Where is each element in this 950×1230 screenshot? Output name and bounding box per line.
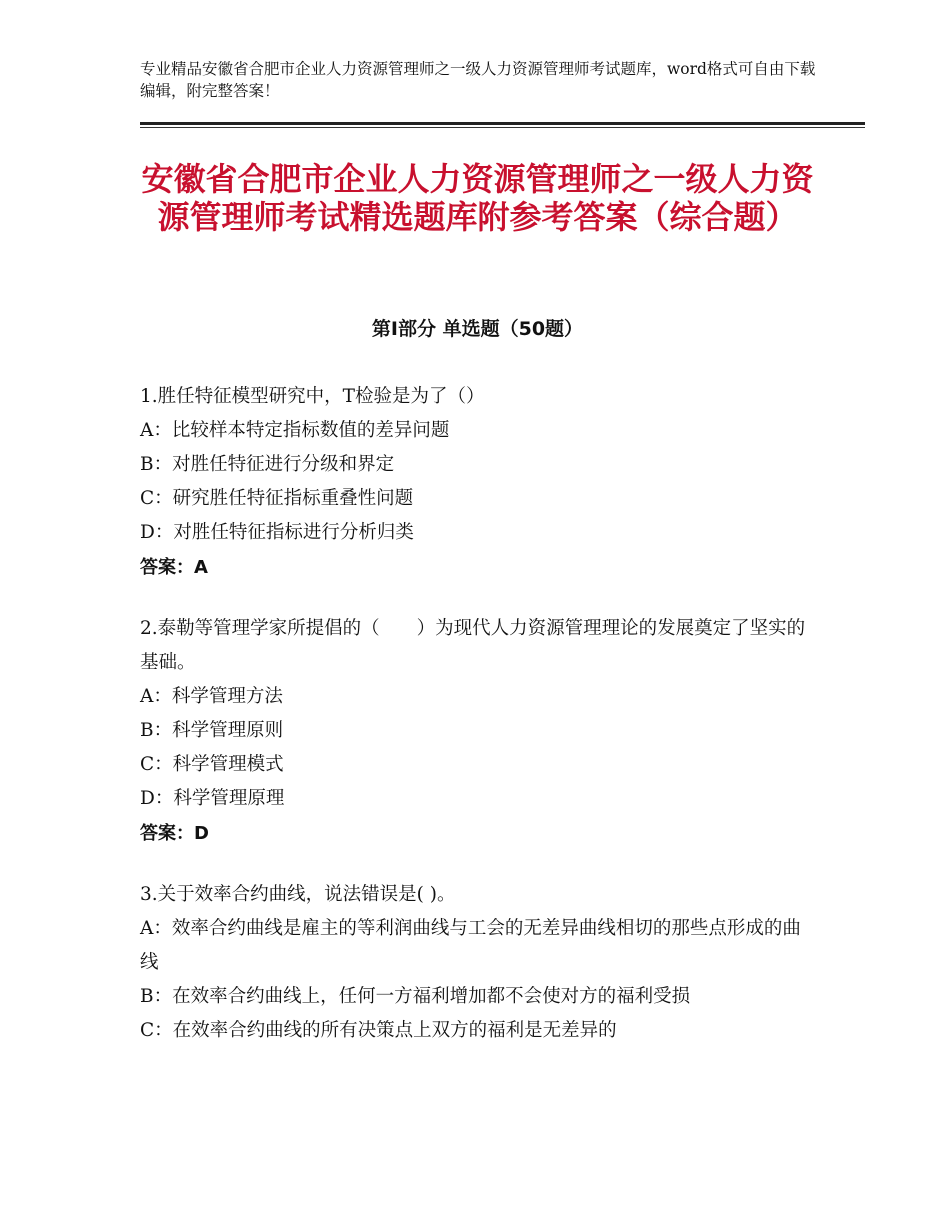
question-stem: 3.关于效率合约曲线，说法错误是( )。: [140, 884, 456, 905]
question-option-a: A：效率合约曲线是雇主的等利润曲线与工会的无差异曲线相切的那些点形成的曲线: [140, 918, 801, 973]
question-option-d: D：对胜任特征指标进行分析归类: [140, 522, 414, 543]
question-1: [140, 380, 815, 586]
question-option-a: A：科学管理方法: [140, 686, 283, 707]
header-rule-thick: [140, 122, 865, 125]
question-option-b: B：在效率合约曲线上，任何一方福利增加都不会使对方的福利受损: [140, 986, 691, 1007]
question-list: [140, 380, 815, 1074]
question-option-b: B：科学管理原则: [140, 720, 284, 741]
section-title: 第Ⅰ部分 单选题（50题）: [371, 318, 584, 340]
header-note: 专业精品安徽省合肥市企业人力资源管理师之一级人力资源管理师考试题库，word格式可自由下载编辑，附完整答案！: [140, 60, 816, 100]
question-option-c: C：在效率合约曲线的所有决策点上双方的福利是无差异的: [140, 1020, 617, 1041]
question-3: [140, 878, 815, 1048]
question-answer: 答案：D: [140, 823, 209, 844]
question-stem: 1.胜任特征模型研究中，T检验是为了（）: [140, 386, 485, 407]
question-option-c: C：科学管理模式: [140, 754, 284, 775]
question-option-a: A：比较样本特定指标数值的差异问题: [140, 420, 450, 441]
question-option-b: B：对胜任特征进行分级和界定: [140, 454, 395, 475]
question-answer: 答案：A: [140, 557, 208, 578]
question-option-d: D：科学管理原理: [140, 788, 285, 809]
document-title: 安徽省合肥市企业人力资源管理师之一级人力资源管理师考试精选题库附参考答案（综合题）: [141, 160, 814, 236]
question-option-c: C：研究胜任特征指标重叠性问题: [140, 488, 414, 509]
header-rule-thin: [140, 127, 865, 128]
question-2: [140, 612, 815, 852]
question-stem: 2.泰勒等管理学家所提倡的（ ）为现代人力资源管理理论的发展奠定了坚实的基础。: [140, 618, 806, 673]
